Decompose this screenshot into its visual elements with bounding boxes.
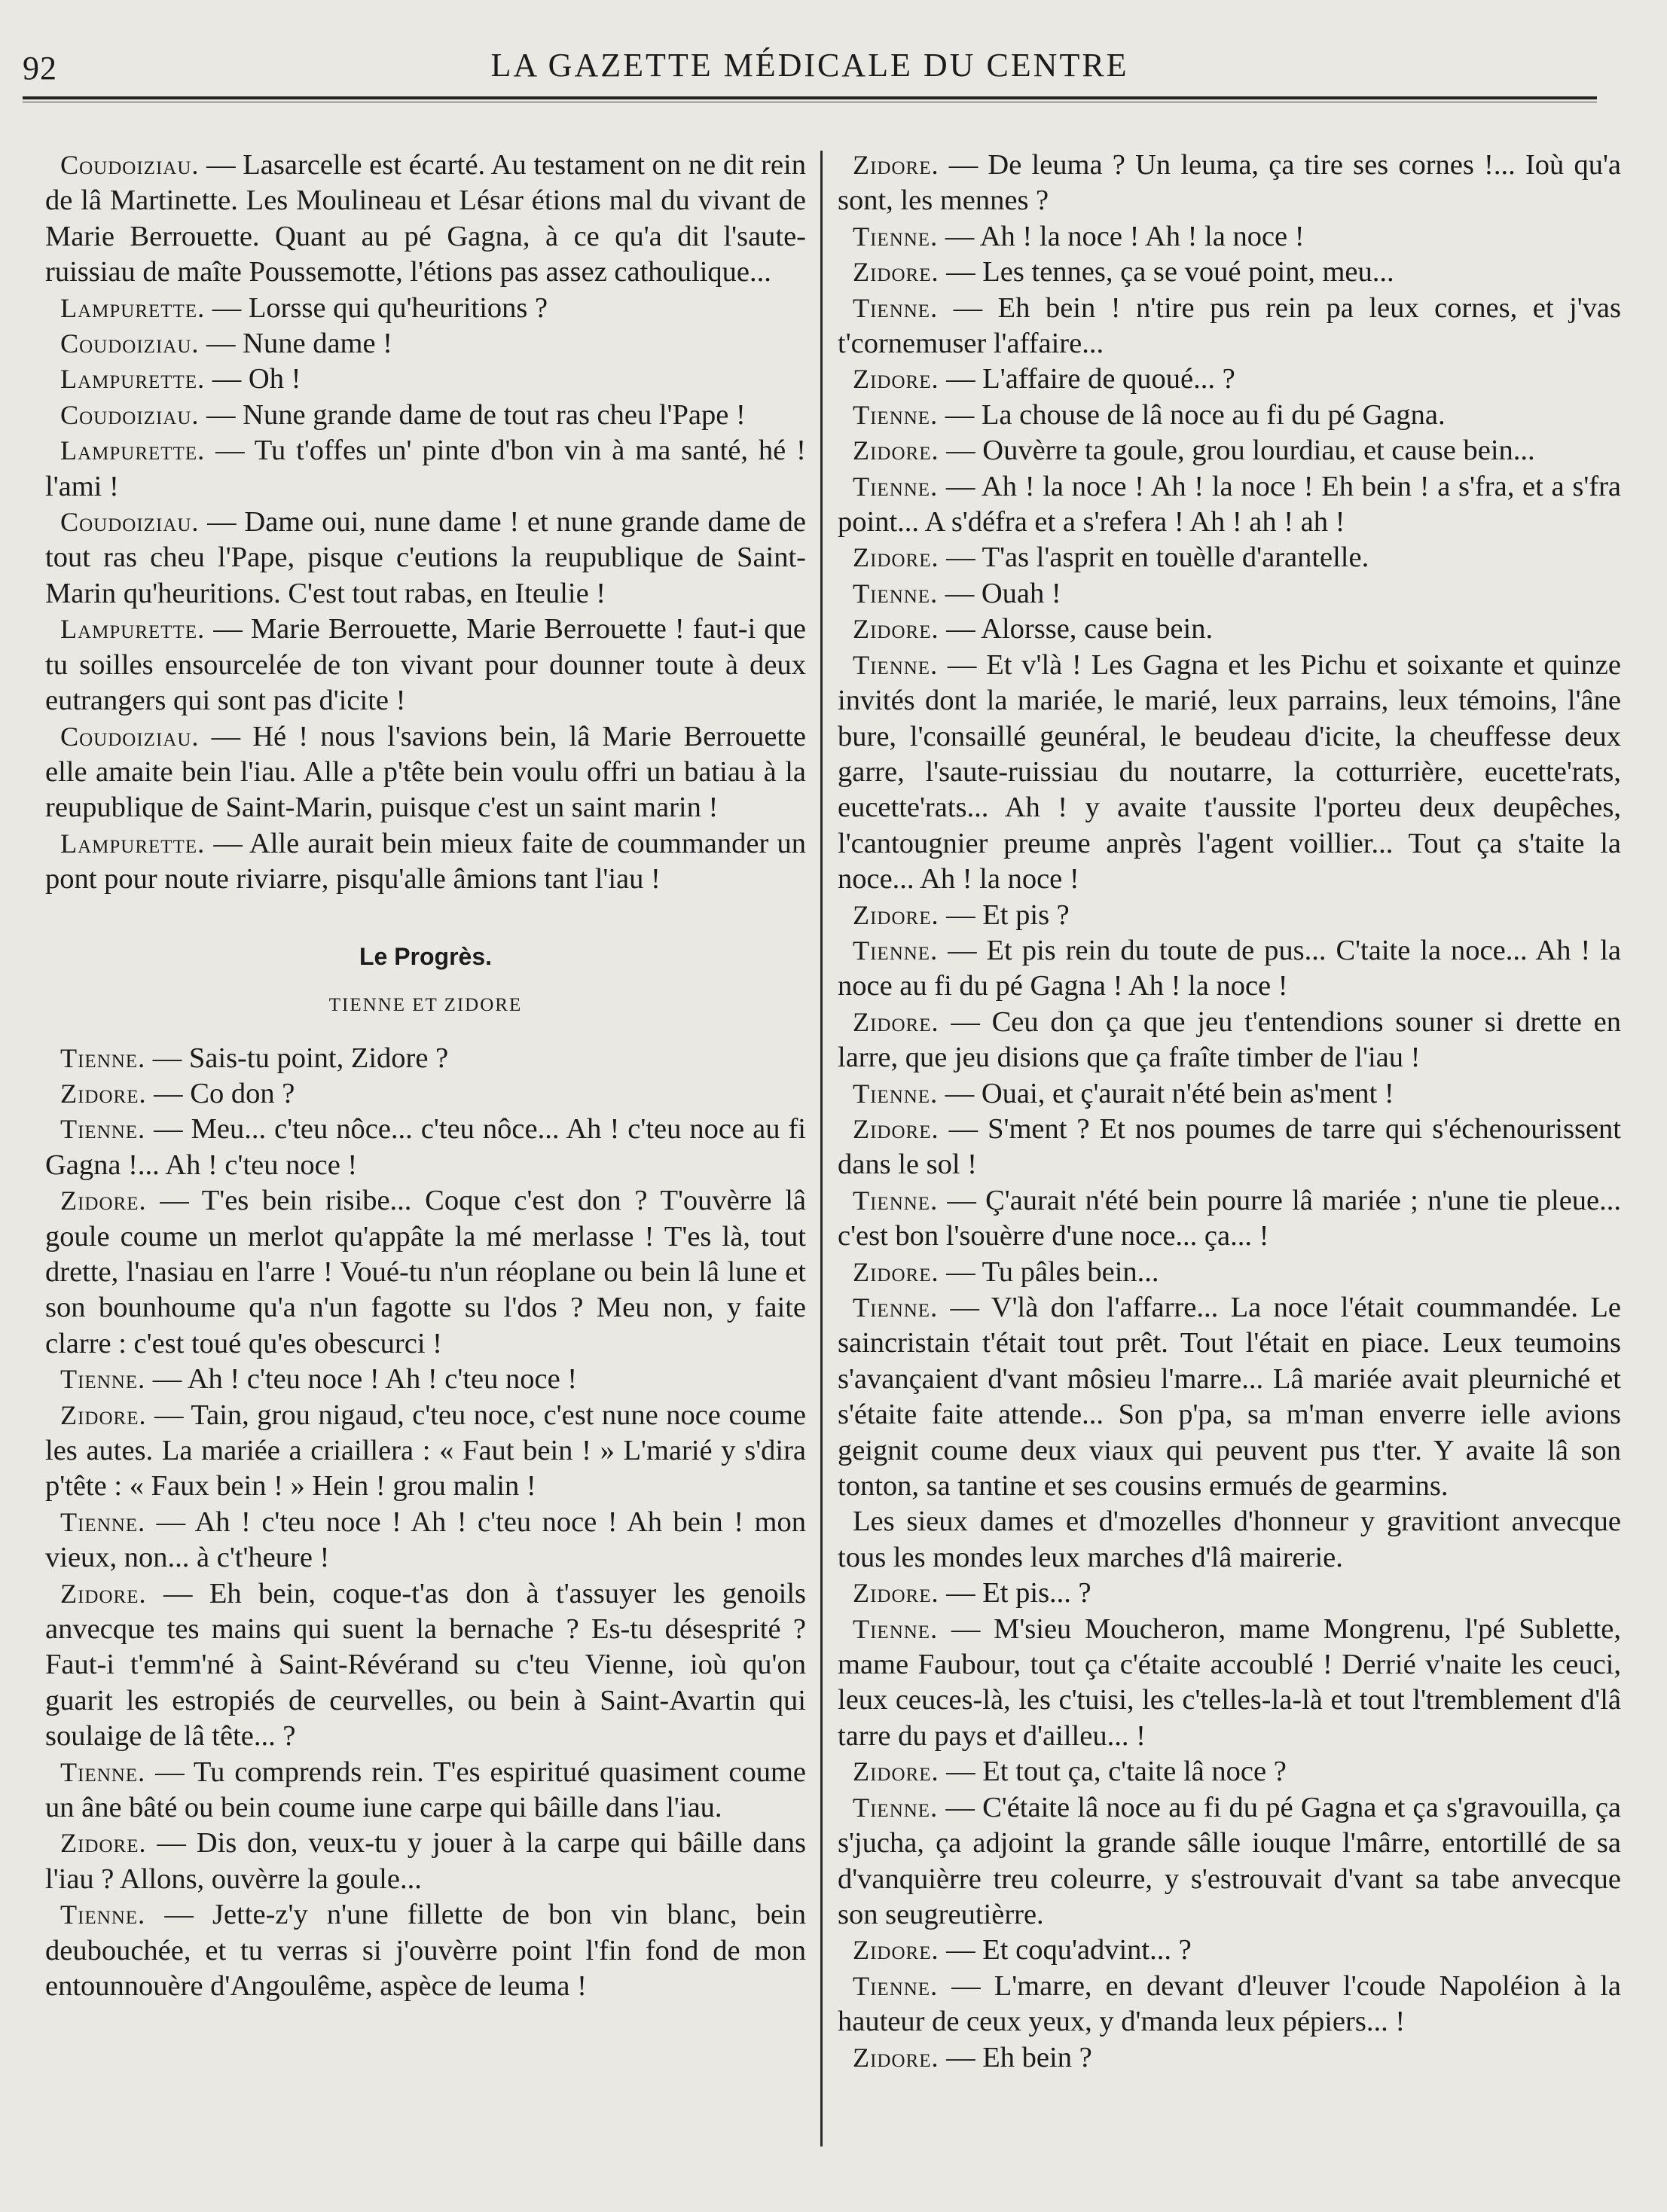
dialogue-text: — Alorsse, cause bein. [939, 613, 1214, 645]
dialogue-paragraph [838, 1576, 1621, 1611]
speaker-name: Tienne. [853, 935, 939, 966]
speaker-name: Tienne. [60, 1899, 146, 1930]
dialogue-paragraph [838, 1290, 1621, 1504]
dialogue-paragraph [838, 398, 1621, 433]
speaker-name: Zidore. [853, 899, 939, 930]
speaker-name: Zidore. [853, 542, 939, 573]
dialogue-paragraph [838, 219, 1621, 255]
dialogue-paragraph [838, 148, 1621, 219]
dialogue-paragraph [45, 398, 806, 433]
section-title: Le Progrès. [359, 942, 493, 970]
dialogue-paragraph [45, 326, 806, 362]
speaker-name: Tienne. [853, 1292, 939, 1323]
dialogue-text: — Meu... c'teu nôce... c'teu nôce... Ah ! c'teu noce au fi Gagna !... Ah ! c'teu noce ! [45, 1113, 806, 1181]
dialogue-paragraph [838, 540, 1621, 575]
dialogue-paragraph [45, 291, 806, 326]
dialogue-paragraph [45, 1826, 806, 1897]
dialogue-text: — La chouse de lâ noce au fi du pé Gagna. [938, 398, 1446, 431]
dialogue-paragraph [838, 576, 1621, 612]
speaker-name: Zidore. [853, 1006, 939, 1037]
speaker-name: Tienne. [853, 578, 939, 609]
dialogue-paragraph [45, 1755, 806, 1826]
dialogue-paragraph [838, 255, 1621, 290]
dialogue-text: — Eh bein ! n'tire pus rein pa leux cornes, et j'vas t'cornemuser l'affaire... [838, 291, 1621, 360]
speaker-name: Zidore. [60, 1828, 147, 1859]
section-subtitle: TIENNE ET ZIDORE [328, 994, 523, 1015]
dialogue-paragraph [838, 1933, 1621, 1968]
dialogue-text: — De leuma ? Un leuma, ça tire ses cornes !... Ioù qu'a sont, les mennes ? [838, 149, 1621, 217]
right-dialogue [838, 148, 1621, 2076]
page-header [23, 41, 1597, 87]
dialogue-text: — Et pis... ? [939, 1577, 1091, 1609]
dialogue-paragraph [838, 433, 1621, 468]
speaker-name: Tienne. [853, 471, 939, 502]
dialogue-text: — Nune grande dame de tout ras cheu l'Pape ! [199, 398, 746, 431]
page-number: 92 [23, 50, 57, 87]
dialogue-paragraph [838, 1005, 1621, 1076]
speaker-name: Tienne. [60, 1042, 146, 1073]
dialogue-paragraph [838, 1790, 1621, 1933]
dialogue-text: — C'étaite lâ noce au fi du pé Gagna et ça s'gravouilla, ça s'jucha, ça adjoint la grande sâlle iouque l'mârre, entortillé de sa d'vanquièrre treu coleurre, y s'estrouvait d'vant sa tabe anvecque son seugreutièrre. [838, 1791, 1621, 1930]
column-divider [820, 151, 823, 2146]
dialogue-text: — Eh bein ? [939, 2041, 1092, 2073]
speaker-name: Tienne. [60, 1506, 146, 1537]
right-column [838, 148, 1621, 2076]
dialogue-paragraph [45, 612, 806, 719]
dialogue-text: — Et coqu'advint... ? [939, 1934, 1192, 1966]
dialogue-text: Les sieux dames et d'mozelles d'honneur y gravitiont anvecque tous les mondes leux marches d'lâ mairerie. [838, 1506, 1621, 1573]
speaker-name: Coudoiziau. [60, 150, 200, 180]
speaker-name: Lampurette. [60, 364, 206, 395]
dialogue-text: — Lasarcelle est écarté. Au testament on ne dit rein de lâ Martinette. Les Moulineau et Lésar étions mal du vivant de Marie Berrouette. Quant au pé Gagna, à ce qu'a dit l'saute-ruissiau de maîte Poussemotte, l'étions pas assez cathoulique... [45, 149, 806, 288]
speaker-name: Zidore. [60, 1185, 147, 1216]
dialogue-text: — L'marre, en devant d'leuver l'coude Napoléion à la hauteur de ceux yeux, y d'manda leux pépiers... ! [838, 1969, 1621, 2038]
dialogue-paragraph [45, 826, 806, 898]
dialogue-text: — Ouai, et ç'aurait n'été bein as'ment ! [938, 1077, 1394, 1109]
dialogue-text: — Lorsse qui qu'heuritions ? [205, 291, 548, 324]
dialogue-paragraph [838, 469, 1621, 541]
dialogue-paragraph [45, 1505, 806, 1576]
speaker-name: Zidore. [60, 1399, 147, 1430]
dialogue-text: — Les tennes, ça se voué point, meu... [939, 256, 1394, 288]
dialogue-paragraph [45, 362, 806, 397]
dialogue-paragraph [838, 933, 1621, 1005]
speaker-name: Lampurette. [60, 435, 206, 466]
speaker-name: Zidore. [853, 1578, 939, 1609]
speaker-name: Zidore. [853, 1256, 939, 1287]
speaker-name: Tienne. [853, 1185, 939, 1216]
dialogue-paragraph [838, 1754, 1621, 1789]
speaker-name: Tienne. [853, 1613, 939, 1644]
dialogue-text: — Ouah ! [938, 577, 1061, 609]
dialogue-paragraph [45, 1183, 806, 1362]
dialogue-text: — Tain, grou nigaud, c'teu noce, c'est nune noce coume les autes. La mariée a criaillera : « Faut bein ! » L'marié y s'dira p'tête : « Faux bein ! » Hein ! grou malin ! [45, 1399, 806, 1503]
dialogue-paragraph [838, 1612, 1621, 1755]
dialogue-paragraph [838, 1969, 1621, 2040]
dialogue-paragraph [45, 505, 806, 612]
speaker-name: Zidore. [853, 150, 939, 180]
dialogue-text: — L'affaire de quoué... ? [939, 363, 1235, 395]
dialogue-paragraph [45, 1576, 806, 1755]
dialogue-paragraph [45, 1362, 806, 1397]
dialogue-text: — Ç'aurait n'été bein pourre lâ mariée ; n'une tie pleue... c'est bon l'souèrre d'une noce... ça... ! [838, 1184, 1621, 1252]
dialogue-text: — Dame oui, nune dame ! et nune grande dame de tout ras cheu l'Pape, pisque c'eutions la reupublique de Saint-Marin qu'heuritions. C'est tout rabas, en Iteulie ! [45, 506, 806, 609]
header-rule [23, 96, 1597, 102]
speaker-name: Tienne. [853, 649, 939, 680]
left-dialogue-after [45, 1041, 806, 2005]
dialogue-text: — Ouvèrre ta goule, grou lourdiau, et cause bein... [939, 435, 1535, 467]
speaker-name: Lampurette. [60, 614, 206, 645]
dialogue-text: — Alle aurait bein mieux faite de coummander un pont pour noute riviarre, pisqu'alle âmions tant l'iau ! [45, 827, 806, 895]
speaker-name: Coudoiziau. [60, 399, 200, 430]
dialogue-paragraph [45, 719, 806, 826]
speaker-name: Zidore. [60, 1078, 147, 1109]
speaker-name: Tienne. [853, 1078, 939, 1109]
dialogue-text: — Ah ! c'teu noce ! Ah ! c'teu noce ! [145, 1363, 578, 1396]
dialogue-text: — Ah ! c'teu noce ! Ah ! c'teu noce ! Ah bein ! mon vieux, non... à c't'heure ! [45, 1506, 806, 1574]
dialogue-text: — M'sieu Moucheron, mame Mongrenu, l'pé Sublette, mame Faubour, tout ça c'étaite accoublé ! Derrié v'naite les ceuci, leux ceuces-là, les c'tuisi, les c'telles-la-là et tout l'tremblement d'lâ tarre du pays et d'ailleu... ! [838, 1612, 1621, 1752]
dialogue-paragraph [45, 1897, 806, 2004]
speaker-name: Coudoiziau. [60, 328, 200, 359]
dialogue-paragraph [838, 1183, 1621, 1255]
dialogue-text: — Marie Berrouette, Marie Berrouette ! faut-i que tu soilles ensourcelée de ton vivant pour dounner toute à deux eutrangers qui sont pas d'icite ! [45, 613, 806, 717]
dialogue-text: — S'ment ? Et nos poumes de tarre qui s'échenourissent dans le sol ! [838, 1112, 1621, 1181]
dialogue-paragraph [838, 1255, 1621, 1290]
speaker-name: Zidore. [853, 1935, 939, 1966]
dialogue-paragraph [45, 1398, 806, 1505]
dialogue-text: — Tu pâles bein... [939, 1256, 1159, 1288]
dialogue-text: — Nune dame ! [199, 328, 393, 360]
speaker-name: Tienne. [853, 292, 939, 323]
dialogue-text: — Eh bein, coque-t'as don à t'assuyer les genoils anvecque tes mains qui suent la bernache ? Es-tu désesprité ? Faut-i t'emm'né à Saint-Révérand su c'teu Vienne, ioù qu'on guarit les estropiés de ceurvelles, ou bein à Saint-Avartin qui soulaige de lâ tête... ? [45, 1577, 806, 1753]
dialogue-text: — T'es bein risibe... Coque c'est don ? T'ouvèrre lâ goule coume un merlot qu'appâte la mé merlasse ! T'es là, tout drette, l'nasiau en l'arre ! Voué-tu n'un réoplane ou bein lâ lune et son bounhoume qu'a n'un fagotte su l'dos ? Meu non, y faite clarre : c'est toué qu'es obescurci ! [45, 1185, 806, 1359]
speaker-name: Coudoiziau. [60, 721, 200, 752]
dialogue-text: — Et pis ? [939, 899, 1070, 931]
dialogue-paragraph [838, 898, 1621, 933]
journal-title: LA GAZETTE MÉDICALE DU CENTRE [490, 47, 1129, 84]
dialogue-text: — Et v'là ! Les Gagna et les Pichu et soixante et quinze invités dont la mariée, le marié, leux parrains, leux témoins, l'âne bure, l'consaillé geunéral, le beudeau d'icite, la cheuffesse deux garre, l'saute-ruissiau du noutarre, la cotturrière, eucette'rats, eucette'rats... Ah ! y avaite t'aussite l'porteu deux deupêches, l'cantougnier preume anprès l'agent voillier... Tout ça s'taite la noce... Ah ! la noce ! [838, 648, 1621, 895]
speaker-name: Zidore. [853, 614, 939, 645]
speaker-name: Zidore. [853, 2042, 939, 2073]
speaker-name: Zidore. [853, 435, 939, 466]
dialogue-text: — Jette-z'y n'une fillette de bon vin blanc, bein deubouchée, et tu verras si j'ouvèrre point l'fin fond de mon entounnouère d'Angoulême, aspèce de leuma ! [45, 1899, 806, 2003]
speaker-name: Tienne. [853, 1792, 939, 1823]
speaker-name: Lampurette. [60, 828, 206, 859]
speaker-name: Zidore. [60, 1578, 147, 1609]
speaker-name: Tienne. [853, 399, 939, 430]
left-dialogue-before [45, 148, 806, 898]
dialogue-text: — V'là don l'affarre... La noce l'était coummandée. Le saincristain t'était tout prêt. Tout l'était en piace. Leux teumoins s'avançaient d'vant môsieu l'marre... Lâ mariée avait pleurniché et s'étaite faite attende... Son p'pa, sa m'man enverre ielle avions geignit coume deux viaux qui peuvent pus t'ter. Y avaite lâ son tonton, sa tantine et ses cousins ermués de gearmins. [838, 1292, 1621, 1503]
speaker-name: Tienne. [60, 1756, 146, 1787]
speaker-name: Tienne. [60, 1114, 146, 1145]
dialogue-text: — Hé ! nous l'savions bein, lâ Marie Berrouette elle amaite bein l'iau. Alle a p'tête bein voulu offri un batiau à la reupublique de Saint-Marin, puisque c'est un saint marin ! [45, 720, 806, 824]
speaker-name: Zidore. [853, 1756, 939, 1787]
dialogue-text: — Co don ? [146, 1077, 295, 1109]
left-column [45, 148, 806, 2005]
speaker-name: Lampurette. [60, 292, 206, 323]
dialogue-paragraph [838, 362, 1621, 397]
speaker-name: Zidore. [853, 257, 939, 288]
speaker-name: Coudoiziau. [60, 507, 200, 538]
dialogue-text: — Ah ! la noce ! Ah ! la noce ! Eh bein ! a s'fra, et a s'fra point... A s'défra et a s'refera ! Ah ! ah ! ah ! [838, 470, 1621, 539]
dialogue-text: — T'as l'asprit en touèlle d'arantelle. [939, 542, 1369, 574]
dialogue-text: — Et pis rein du toute de pus... C'taite la noce... Ah ! la noce au fi du pé Gagna ! Ah ! la noce ! [838, 934, 1621, 1002]
dialogue-text: — Ceu don ça que jeu t'entendions souner si drette en larre, que jeu disions que ça fraîte timber de l'iau ! [838, 1005, 1621, 1074]
dialogue-text: — Tu t'offes un' pinte d'bon vin à ma santé, hé ! l'ami ! [45, 435, 806, 502]
dialogue-paragraph [838, 1504, 1621, 1576]
dialogue-paragraph [45, 433, 806, 505]
dialogue-paragraph [838, 291, 1621, 362]
dialogue-paragraph [45, 1041, 806, 1076]
dialogue-text: — Et tout ça, c'taite lâ noce ? [939, 1756, 1287, 1788]
speaker-name: Tienne. [60, 1364, 146, 1395]
dialogue-text: — Dis don, veux-tu y jouer à la carpe qui bâille dans l'iau ? Allons, ouvèrre la goule... [45, 1827, 806, 1895]
dialogue-paragraph [838, 1076, 1621, 1112]
dialogue-text: — Oh ! [205, 363, 301, 395]
dialogue-paragraph [838, 2040, 1621, 2076]
dialogue-paragraph [838, 612, 1621, 647]
dialogue-text: — Sais-tu point, Zidore ? [145, 1042, 449, 1074]
speaker-name: Tienne. [853, 1970, 939, 2001]
speaker-name: Zidore. [853, 1113, 939, 1144]
dialogue-paragraph [838, 1112, 1621, 1183]
speaker-name: Tienne. [853, 221, 939, 252]
dialogue-text: — Tu comprends rein. T'es espiritué quasiment coume un âne bâté ou bein coume iune carpe qui bâille dans l'iau. [45, 1756, 806, 1824]
dialogue-paragraph [838, 648, 1621, 898]
dialogue-paragraph [45, 1112, 806, 1183]
speaker-name: Zidore. [853, 364, 939, 395]
dialogue-paragraph [45, 148, 806, 291]
dialogue-text: — Ah ! la noce ! Ah ! la noce ! [938, 220, 1305, 252]
dialogue-paragraph [45, 1076, 806, 1112]
